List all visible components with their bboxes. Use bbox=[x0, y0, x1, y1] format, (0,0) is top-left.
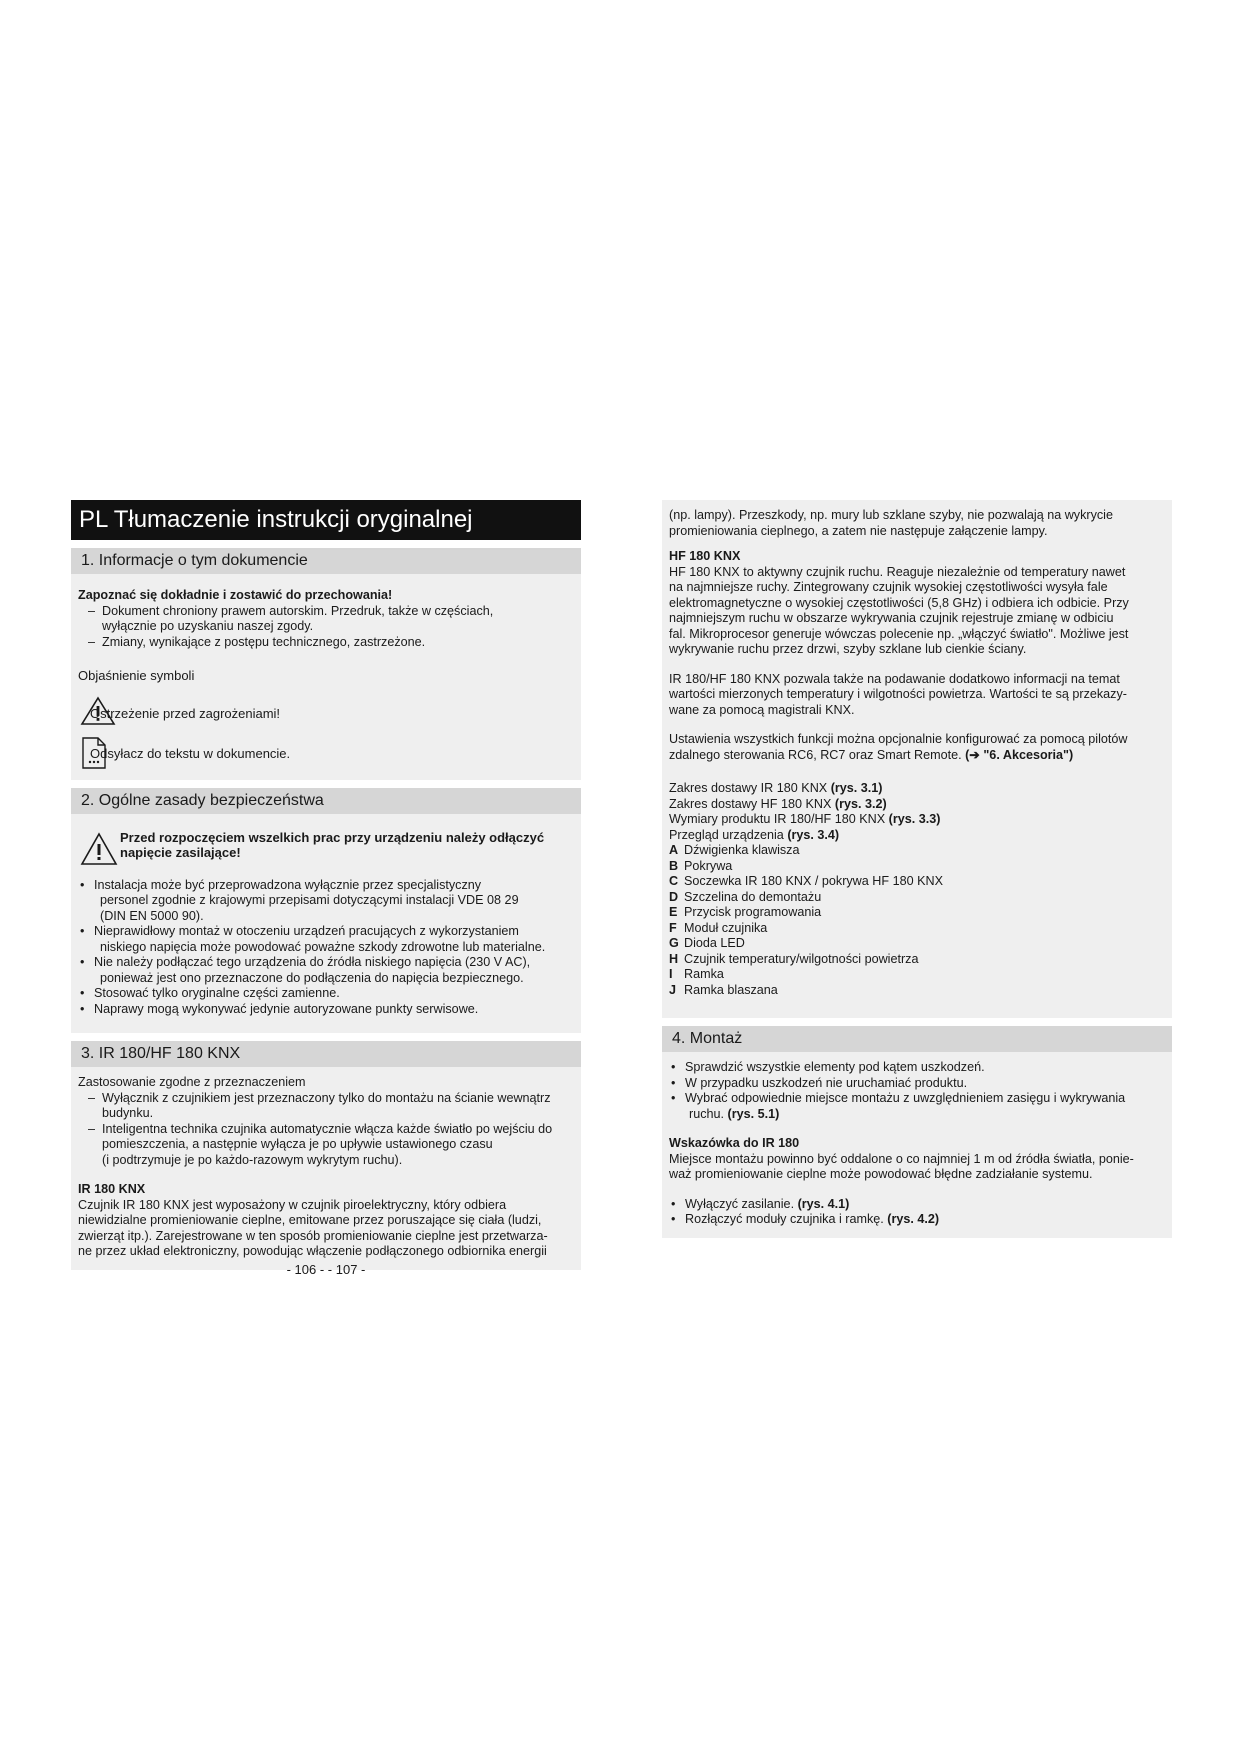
hf-180-heading: HF 180 KNX bbox=[669, 549, 741, 563]
section-2-heading: 2. Ogólne zasady bezpieczeństwa bbox=[71, 788, 581, 814]
mounting-bullet-damage: • W przypadku uszkodzeń nie uruchamiać produktu. bbox=[669, 1076, 1165, 1092]
mounting-bullet-check: • Sprawdzić wszystkie elementy pod kątem uszkodzeń. bbox=[669, 1060, 1165, 1076]
ir-180-hint-text: Miejsce montażu powinno być oddalone o co najmniej 1 m od źródła światła, ponie- waż promieniowanie cieplne może powodować błędne zadziałanie systemu. bbox=[669, 1151, 1134, 1181]
section-4-heading: 4. Montaż bbox=[662, 1026, 1172, 1052]
changes-note: – Zmiany, wynikające z postępu technicznego, zastrzeżone. bbox=[78, 635, 574, 651]
right-column bbox=[662, 500, 1172, 1238]
section-3-heading: 3. IR 180/HF 180 KNX bbox=[71, 1041, 581, 1067]
mounting-bullet-location: • Wybrać odpowiednie miejsce montażu z uwzględnieniem zasięgu i wykrywania ruchu. (rys. 5.1) bbox=[669, 1091, 1165, 1122]
section-3-panel bbox=[71, 1067, 581, 1270]
scope-ir-180: Zakres dostawy IR 180 KNX (rys. 3.1) bbox=[669, 781, 883, 795]
section-1-panel bbox=[71, 574, 581, 780]
intended-use-heading: Zastosowanie zgodne z przeznaczeniem bbox=[78, 1075, 306, 1089]
list-item: A Dźwigienka klawisza bbox=[669, 843, 800, 857]
ir-180-continued: (np. lampy). Przeszkody, np. mury lub szklane szyby, nie pozwalają na wykrycie promieniowania cieplnego, a zatem nie następuje załączenie lampy. bbox=[669, 508, 1113, 538]
symbol-reference-row bbox=[78, 736, 574, 770]
warning-triangle-icon bbox=[80, 832, 118, 866]
parts-list bbox=[669, 843, 1165, 998]
step-disconnect-modules: • Rozłączyć moduły czujnika i ramkę. (rys. 4.2) bbox=[669, 1212, 1165, 1228]
hf-180-description: HF 180 KNX to aktywny czujnik ruchu. Reaguje niezależnie od temperatury nawet na najmniejsze ruchy. Zintegrowany czujnik wysokiej częstotliwości wysyła fale elektromagnetyczne o wysokiej częstotliwości (5,8 GHz) i odbiera ich odbicie. Przy najmniejszym ruchu w obszarze wykrywania czujnik rejestruje zmianę w odbiciu fal. Mikroprocesor generuje wówczas polecenie np. „włączyć światło". Możliwe jest wykrywanie ruchu przez drzwi, szyby szklane lub cienkie ściany. bbox=[669, 564, 1129, 656]
usage-dash-1: – Wyłącznik z czujnikiem jest przeznaczony tylko do montażu na ścianie wewnątrz budynku. bbox=[78, 1091, 574, 1122]
list-item: F Moduł czujnika bbox=[669, 920, 768, 935]
page-number: - 106 - - 107 - bbox=[286, 1262, 366, 1277]
safety-bullet-spare-parts: • Stosować tylko oryginalne części zamienne. bbox=[78, 986, 574, 1002]
symbol-warning-label: Ostrzeżenie przed zagrożeniami! bbox=[90, 705, 281, 721]
left-column bbox=[71, 500, 581, 1270]
safety-bullet-low-voltage: • Nieprawidłowy montaż w otoczeniu urządzeń pracujących z wykorzystaniem niskiego napięcia może powodować poważne szkody zdrowotne lub materialne. bbox=[78, 924, 574, 955]
list-item: I Ramka bbox=[669, 967, 724, 981]
safety-bullet-230v: • Nie należy podłączać tego urządzenia do źródła niskiego napięcia (230 V AC), ponieważ jest ono przeznaczone do podłączenia do napięcia bezpiecznego. bbox=[78, 955, 574, 986]
accessories-reference-link[interactable]: (➔ "6. Akcesoria") bbox=[965, 747, 1074, 762]
ir-180-heading: IR 180 KNX bbox=[78, 1182, 146, 1196]
list-item: H Czujnik temperatury/wilgotności powietrza bbox=[669, 951, 919, 966]
scope-hf-180: Zakres dostawy HF 180 KNX (rys. 3.2) bbox=[669, 796, 887, 811]
symbol-reference-label: Odsyłacz do tekstu w dokumencie. bbox=[90, 745, 291, 761]
ir-180-hint-heading: Wskazówka do IR 180 bbox=[669, 1136, 800, 1150]
list-item: C Soczewka IR 180 KNX / pokrywa HF 180 KNX bbox=[669, 874, 943, 888]
safety-bullet-installation: • Instalacja może być przeprowadzona wyłącznie przez specjalistyczny personel zgodnie z krajowymi przepisami dotyczącymi instalacji VDE 08 29 (DIN EN 5000 90). bbox=[78, 878, 574, 925]
section-2-panel bbox=[71, 814, 581, 1034]
list-item: G Dioda LED bbox=[669, 936, 745, 950]
section-1-heading: 1. Informacje o tym dokumencie bbox=[71, 548, 581, 574]
measurement-info: IR 180/HF 180 KNX pozwala także na podawanie dodatkowo informacji na temat wartości mierzonych temperatury i wilgotności powietrza. Wartości te są przekazy- wane za pomocą magistrali KNX. bbox=[669, 671, 1127, 717]
step-power-off: • Wyłączyć zasilanie. (rys. 4.1) bbox=[669, 1197, 1165, 1213]
page-title: PL Tłumaczenie instrukcji oryginalnej bbox=[71, 500, 581, 540]
product-dimensions: Wymiary produktu IR 180/HF 180 KNX (rys. 3.3) bbox=[669, 812, 941, 826]
section-4-panel bbox=[662, 1052, 1172, 1238]
list-item: B Pokrywa bbox=[669, 858, 733, 873]
keep-instructions-note: Zapoznać się dokładnie i zostawić do przechowania! bbox=[78, 588, 393, 602]
remote-config-info: Ustawienia wszystkich funkcji można opcjonalnie konfigurować za pomocą pilotów zdalnego sterowania RC6, RC7 oraz Smart Remote. (➔ "6. Akcesoria") bbox=[669, 732, 1128, 762]
copyright-note: – Dokument chroniony prawem autorskim. Przedruk, także w częściach, wyłącznie po uzyskaniu naszej zgody. bbox=[78, 604, 574, 635]
safety-bullet-repairs: • Naprawy mogą wykonywać jedynie autoryzowane punkty serwisowe. bbox=[78, 1002, 574, 1018]
symbol-warning-row bbox=[78, 696, 574, 730]
section-3-continued-panel bbox=[662, 500, 1172, 1018]
device-overview: Przegląd urządzenia (rys. 3.4) bbox=[669, 827, 840, 842]
symbols-heading: Objaśnienie symboli bbox=[78, 668, 195, 683]
ir-180-description: Czujnik IR 180 KNX jest wyposażony w czujnik piroelektryczny, który odbiera niewidzialne promieniowanie cieplne, emitowane przez poruszające się ciała (ludzi, zwierząt itp.). Zarejestrowane w ten sposób promieniowanie cieplne jest przetwarza- ne przez układ elektroniczny, powodując włączenie podłączonego odbiornika energii bbox=[78, 1197, 548, 1258]
power-warning: Przed rozpoczęciem wszelkich prac przy urządzeniu należy odłączyć napięcie zasilające! bbox=[78, 830, 574, 868]
usage-dash-2: – Inteligentna technika czujnika automatycznie włącza każde światło po wejściu do pomieszczenia, a następnie wyłącza je po upływie ustawionego czasu (i podtrzymuje je po każdo-razowym wykrytym ruchu). bbox=[78, 1122, 574, 1169]
list-item: D Szczelina do demontażu bbox=[669, 889, 822, 904]
list-item: E Przycisk programowania bbox=[669, 905, 822, 919]
list-item: J Ramka blaszana bbox=[669, 982, 778, 997]
